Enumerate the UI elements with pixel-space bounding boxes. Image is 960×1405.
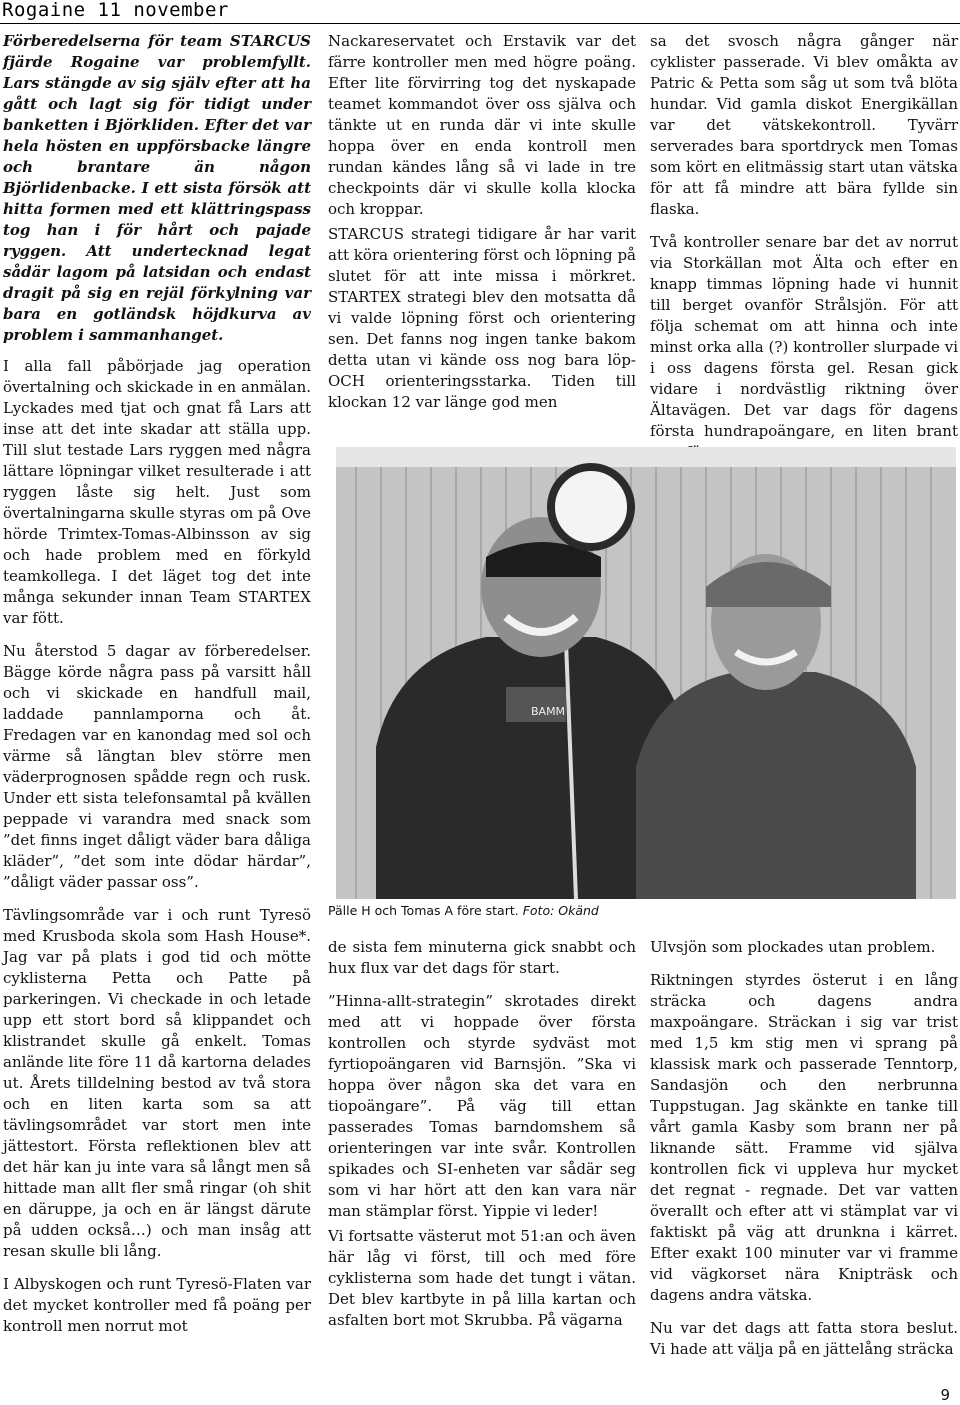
column-2-bottom [328, 937, 636, 1343]
paragraph: ”Hinna-allt-strategin” skrotades direkt med att vi hoppade över första kontrollen och styrde sydväst mot fyrtiopoängaren vid Barnsjön. ”Ska vi hoppa över någon ska det vara en tiopoängare”. På väg till ettan passerades Tomas barndomshem så orienteringen var inte svår. Kontrollen spikades och SI-enheten var sådär seg som vi har hört att den kan vara när man stämplar först. Yippie vi leder! [328, 992, 636, 1220]
caption-text: Pälle H och Tomas A före start. [328, 903, 519, 918]
paragraph: I alla fall påbörjade jag operation övertalning och skickade in en anmälan. Lyckades med tjat och gnat få Lars att inse att det inte skadar att ställa upp. Till slut testade Lars ryggen med några lättare löpningar vilket resulterade i att ryggen låste sig helt. Just som övertalningarna skulle styras om på Ove hörde Trimtex-Tomas-Albinsson av sig och hade problem med en förkyld teamkollega. I det läget tog det inte många sekunder innan Team STARTEX var fött. [3, 357, 311, 627]
lead-paragraph: Förberedelserna för team STARCUS fjärde Rogaine var problemfyllt. Lars stängde av sig själv efter att ha gått och lagt sig för tidigt under banketten i Björkliden. Efter det var hela hösten en uppförsbacke längre och brantare än någon Björlidenbacke. I ett sista försök att hitta formen med ett klättringspass tog han i för hårt och pajade ryggen. Att undertecknad legat sådär lagom på latsidan och endast dragit på sig en rejäl förkylning var bara en gotländsk höjdkurva av problem i sammanhanget. [3, 32, 311, 344]
paragraph: Två kontroller senare bar det av norrut via Storkällan mot Älta och efter en knapp timmas löpning hade vi hunnit till berget ovanför Strålsjön. För att följa schemat om att hinna och inte minst orka alla (?) kontroller slurpade vi i oss dagens första gel. Resan gick vidare i nordvästlig riktning över Ältavägen. Det var dags för dagens första hundrapoängare, en liten brant [650, 233, 958, 440]
photo-illustration [336, 447, 956, 899]
paragraph: sa det svosch några gånger när cyklister passerade. Vi blev omåkta av Patric & Petta som såg ut som två blöta hundar. Vid gamla diskot Energikällan var det vätskekontroll. Tyvärr serverades bara sportdryck men Tomas som kört en elitmässig start utan vätska för att få mindre att bära fyllde sin flaska. [650, 32, 958, 218]
photo-caption [328, 902, 728, 920]
paragraph: Vi fortsatte västerut mot 51:an och även här låg vi först, till och med före cyklisterna som hade det tungt i vätan. Det blev kartbyte in på lilla kartan och asfalten bort mot Skrubba. På vägarna [328, 1227, 636, 1329]
jacket-logo: BAMM [531, 705, 566, 718]
paragraph: de sista fem minuterna gick snabbt och hux flux var det dags för start. [328, 938, 636, 977]
page-number: 9 [940, 1386, 950, 1404]
column-3-top [650, 31, 958, 475]
paragraph: Nu var det dags att fatta stora beslut. Vi hade att välja på en jättelång sträcka [650, 1319, 958, 1358]
column-1 [3, 31, 311, 1349]
paragraph: I Albyskogen och runt Tyresö-Flaten var det mycket kontroller med få poäng per kontroll men norrut mot [3, 1275, 311, 1335]
paragraph: Nackareservatet och Erstavik var det färre kontroller men med högre poäng. Efter lite förvirring tog det nyskapade teamet kommandot över oss själva och tänkte ut en runda där vi inte skulle hoppa över en enda kontroll men rundan kändes lång så vi lade in tre checkpoints där vi skulle kolla klocka och kroppar. [328, 32, 636, 218]
section-title: Rogaine 11 november [2, 0, 229, 21]
paragraph: STARCUS strategi tidigare år har varit att köra orientering först och löpning på slutet för att inte missa i mörkret. STARTEX strategi blev den motsatta då vi valde löpning först och orientering sen. Det fanns nog ingen tanke bakom detta utan vi kände oss nog bara löp- OCH orienteringsstarka. Tiden till klockan 12 var länge god men [328, 225, 636, 411]
team-photo [336, 447, 956, 899]
paragraph: Ulvsjön som plockades utan problem. [650, 938, 936, 956]
page-header [0, 0, 960, 22]
paragraph: Riktningen styrdes österut i en lång sträcka och dagens andra maxpoängare. Sträckan i sig var trist med 1,5 km stig men vi sprang på klassisk mark och passerade Tenntorp, Sandasjön och den nerbrunna Tuppstugan. Jag skänkte en tanke till vårt gamla Kasby som brann ner på liknande sätt. Framme vid själva kontrollen fick vi uppleva hur mycket det regnat - regnade. Det var vatten överallt och efter att vi stämplat var vi faktiskt på väg att drunkna i kärret. Efter exakt 100 minuter var vi framme vid vägkorset nära Knipträsk och dagens andra vätska. [650, 971, 958, 1304]
column-3-bottom [650, 937, 958, 1372]
paragraph: Tävlingsområde var i och runt Tyresö med Krusboda skola som Hash House*. Jag var på plats i god tid och mötte cyklisterna Petta och Patte på parkeringen. Vi checkade in och letade upp ett stort bord så klippandet och klistrandet skulle gå enkelt. Tomas anlände lite före 11 då kartorna delades ut. Årets tilldelning bestod av två stora och en liten karta som sa att tävlingsområdet var stort men inte jättestort. Första reflektionen blev att det här kan ju inte vara så långt men så hittade man allt fler små ringar (oh shit en däruppe, ja och en är längst därute på udden också…) och man insåg att resan skulle bli lång. [3, 906, 311, 1260]
photo-credit: Foto: Okänd [522, 903, 599, 918]
paragraph: Nu återstod 5 dagar av förberedelser. Bägge körde några pass på varsitt håll och vi skickade en handfull mail, laddade pannlamporna och åt. Fredagen var en kanondag med sol och värme så längtan blev större men väderprognosen spådde regn och rusk. Under ett sista telefonsamtal på kvällen peppade vi varandra med snack som ”det finns inget dåligt väder bara dåliga kläder”, ”det som inte dödar härdar”, ”dåligt väder passar oss”. [3, 642, 311, 891]
header-divider [0, 23, 960, 24]
column-2-top [328, 31, 636, 425]
